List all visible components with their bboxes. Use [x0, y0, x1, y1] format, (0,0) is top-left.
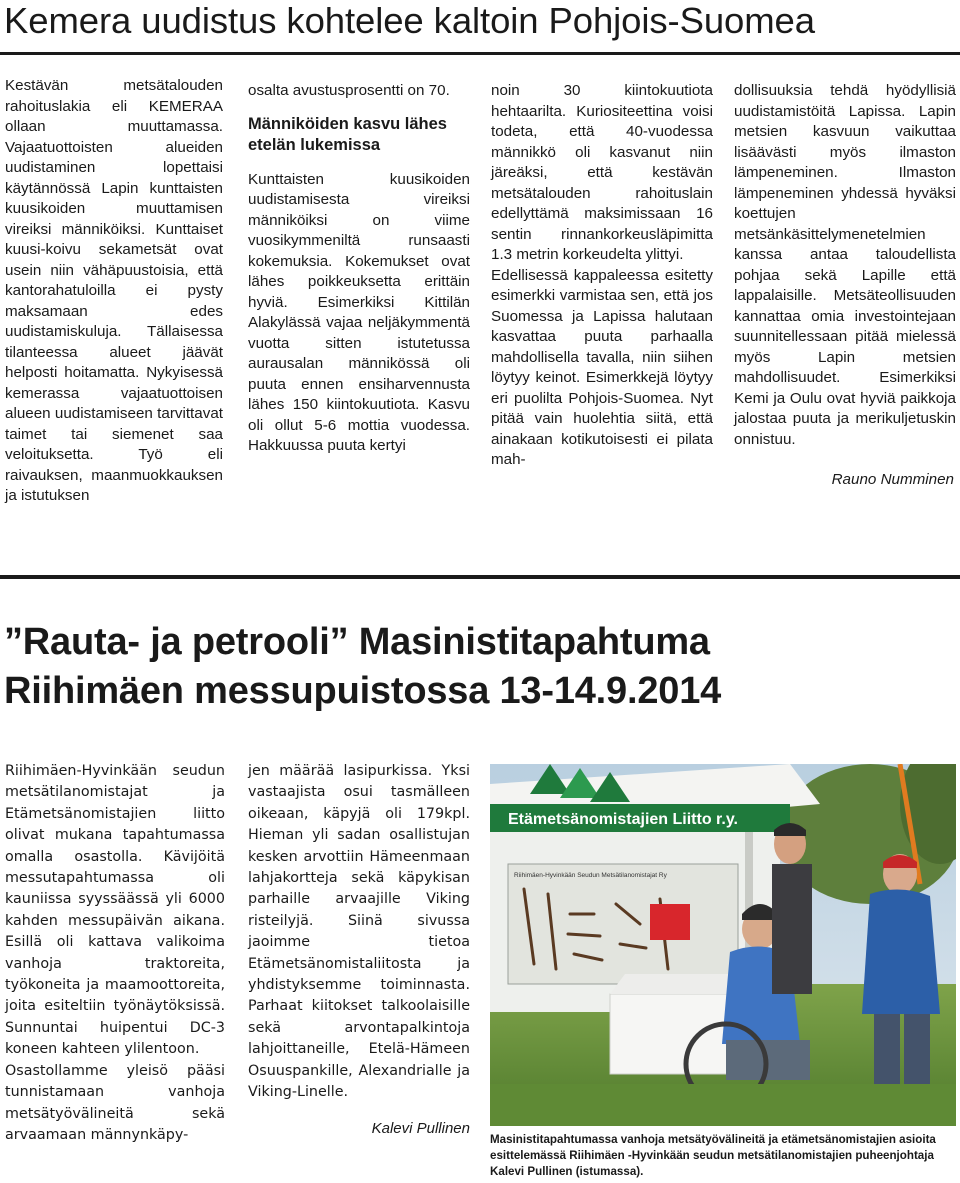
article1-byline: Rauno Numminen [831, 471, 954, 488]
display-board [508, 864, 738, 984]
article1-column-1 [5, 76, 223, 507]
article2-column-1 [5, 761, 225, 1146]
article2-paragraph: jen määrää lasipurkissa. Yksi vastaajista osui tasmälleen oikeaan, käpyjä oli 179kpl. Hieman yli sadan osallistujan kesken arvottiin Hämeenmaan lahjakortteja sekä käpykisan parhaille arvaajille Viking risteilyjä. Siinä sivussa jaoimme tietoa Etämetsänomistaliitosta ja yhdistyksemme toiminnasta. Parhaat kiitokset talkoolaisille sekä arvontapalkintoja lahjoittaneille, Etelä-Hämeen Osuuspankille, Alexandrialle ja Viking-Linelle. [248, 763, 470, 1101]
headline-rule [0, 52, 960, 55]
display-board-text: Riihimäen-Hyvinkään Seudun Metsätilanomistajat Ry [514, 872, 667, 879]
article2-headline [4, 618, 934, 716]
article2-byline: Kalevi Pullinen [371, 1119, 470, 1137]
article2-paragraph: Riihimäen-Hyvinkään seudun metsätilanomistajat ja Etämetsänomistajien liitto olivat mukana tapahtumassa omalla osastolla. Kävijöitä messutapahtumassa oli kauniissa syyssäässä yli 6000 kahden messupäivän aikana. Esillä oli kattava valikoima vanhoja traktoreita, työkoneita ja maamoottoreita, joita esiteltiin työnäytöksissä. Sunnuntai huipentui DC-3 koneen kahteen ylilentoon. [5, 763, 225, 1058]
article1-column-2 [248, 81, 470, 457]
banner-text: Etämetsänomistajien Liitto r.y. [508, 811, 738, 828]
article2-column-2 [248, 761, 470, 1139]
article1-paragraph: Kestävän metsätalouden rahoituslakia eli KEMERAA ollaan muuttamassa. Vajaatuottoisten alueiden uudistaminen lopettaisi käytännössä Lapin kunttaisten kuusikoiden muuttamisen vireiksi männiköiksi. Kunttaiset kuusi-koivu sekametsät ovat usein niin vähäpuustoisia, että kantorahatuloilla ei pysty maksamaan edes uudistamiskuluja. Tällaisessa tilanteessa alueet jäävät helposti hoitamatta. Nykyisessä kemerassa vajaatuottoisen alueen uudistamiseen tarvittavat taimet tai siemenet saa veloituksetta. Työ eli raivauksen, maanmuokkauksen ja istutuksen [5, 77, 223, 504]
article2-paragraph: Osastollamme yleisö pääsi tunnistamaan vanhoja metsätyövälineitä sekä arvaamaan männynkäpy- [5, 1062, 225, 1143]
red-mailbox [650, 904, 690, 940]
article1-paragraph: Kunttaisten kuusikoiden uudistamisesta vireiksi männiköiksi on viime vuosikymmeniltä runsaasti kokemuksia. Kokemukset ovat lähes poikkeuksetta erittäin hyviä. Esimerkiksi Kittilän Alakylässä vajaa neljäkymmentä vuotta sitten istutetussa aurausalan männikössä oli puuta ennen ensiharvennusta lähes 150 kiintokuutiota. Kasvu oli ollut 5-6 mottia vuodessa. Hakkuussa puuta kertyi [248, 170, 470, 454]
article2-headline-line-1: ”Rauta- ja petrooli” Masinistitapahtuma [4, 621, 710, 663]
event-photo [490, 764, 956, 1126]
article1-paragraph: Edellisessä kappaleessa esitetty esimerkki varmistaa sen, että jos Suomessa ja Lapissa halutaan kasvattaa puuta parhaalla mahdollisella tavalla, niin siihen löytyy keinot. Esimerkkejä löytyy eri puolilta Pohjois-Suomea. Nyt pitää vain huolehtia siitä, että ainakaan kotikutoisesti ei pilata mah- [491, 266, 713, 468]
article1-paragraph: dollisuuksia tehdä hyödyllisiä uudistamistöitä Lapissa. Lapin metsien kasvuun vaikuttaa lisäävästi myös ilmaston lämpeneminen. Ilmaston lämpeneminen yhdessä hyväksi koettujen metsänkäsittelymenetelmien kanssa antaa taloudellista pohjaa sekä Lapille että lappalaisille. Metsäteollisuuden kannattaa omia investointejaan suunnitellessaan pitää mielessä myös Lapin metsien mahdollisuudet. Esimerkiksi Kemi ja Oulu ovat hyviä paikkoja jalostaa puuta ja merikuljetuskin onnistuu. [734, 82, 956, 448]
article1-column-3 [491, 81, 713, 471]
article1-subheading: Männiköiden kasvu lähes etelän lukemissa [248, 114, 447, 154]
article1-column-4 [734, 81, 956, 491]
section-divider [0, 575, 960, 579]
article1-paragraph: noin 30 kiintokuutiota hehtaarilta. Kuriositeettina voisi todeta, että 40-vuodessa männikkö oli kasvanut niin järeäksi, että kestävän metsätalouden rahoituslain edellyttämä maksimissaan 16 sentin rinnankorkeusläpimitta 1.3 metrin korkeudelta ylittyi. [491, 82, 713, 263]
article1-paragraph: osalta avustusprosentti on 70. [248, 82, 450, 99]
article2-headline-line-2: Riihimäen messupuistossa 13-14.9.2014 [4, 670, 722, 712]
photo-caption: Masinistitapahtumassa vanhoja metsätyövälineitä ja etämetsänomistajien asioita esittelemässä Riihimäen -Hyvinkään seudun metsätilanomistajien puheenjohtaja Kalevi Pullinen (istumassa). [490, 1133, 936, 1178]
article1-headline: Kemera uudistus kohtelee kaltoin Pohjois-Suomea [4, 0, 815, 41]
